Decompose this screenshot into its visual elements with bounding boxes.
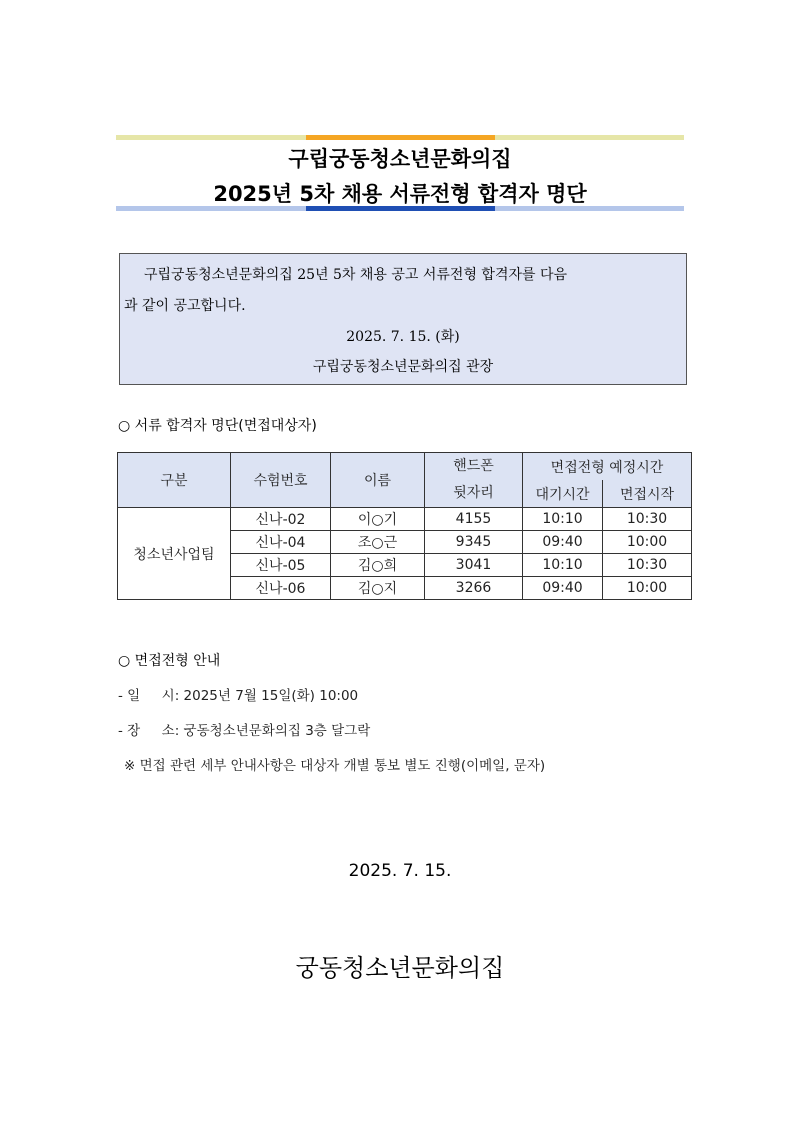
cell-wait: 09:40	[523, 531, 603, 554]
bottom-rule-accent	[306, 206, 495, 211]
cell-name: 조○근	[331, 531, 425, 554]
cell-phone: 3041	[425, 554, 523, 577]
interview-place: - 장 소: 궁동청소년문화의집 3층 달그락	[118, 723, 371, 739]
cell-exam-no: 신나-06	[231, 577, 331, 600]
title-line2: 2025년 5차 채용 서류전형 합격자 명단	[213, 182, 587, 206]
cell-name: 김○지	[331, 577, 425, 600]
header-start: 면접시작	[603, 480, 692, 508]
section1-heading: ○ 서류 합격자 명단(면접대상자)	[118, 418, 317, 434]
header-exam-no: 수험번호	[231, 453, 331, 508]
top-rule-accent	[306, 135, 495, 140]
notice-line2: 과 같이 공고합니다.	[124, 298, 246, 314]
interview-date: - 일 시: 2025년 7월 15일(화) 10:00	[118, 688, 359, 704]
notice-box	[119, 253, 687, 385]
cell-start: 10:30	[603, 554, 692, 577]
cell-exam-no: 신나-02	[231, 508, 331, 531]
cell-wait: 10:10	[523, 508, 603, 531]
header-phone-line1: 핸드폰	[453, 458, 494, 474]
header-name: 이름	[331, 453, 425, 508]
header-phone	[425, 453, 523, 508]
cell-phone: 4155	[425, 508, 523, 531]
cell-start: 10:00	[603, 577, 692, 600]
dept-cell: 청소년사업팀	[118, 508, 231, 600]
title-line1: 구립궁동청소년문화의집	[288, 147, 512, 171]
candidates-table	[117, 452, 692, 600]
notice-line1: 구립궁동청소년문화의집 25년 5차 채용 공고 서류전형 합격자를 다음	[144, 267, 568, 283]
cell-phone: 3266	[425, 577, 523, 600]
footer-org: 궁동청소년문화의집	[295, 954, 505, 982]
header-dept: 구분	[118, 453, 231, 508]
header-schedule: 면접전형 예정시간	[523, 453, 692, 481]
cell-wait: 09:40	[523, 577, 603, 600]
cell-start: 10:00	[603, 531, 692, 554]
notice-date: 2025. 7. 15. (화)	[346, 329, 460, 345]
cell-wait: 10:10	[523, 554, 603, 577]
section2-heading: ○ 면접전형 안내	[118, 653, 221, 669]
cell-start: 10:30	[603, 508, 692, 531]
cell-exam-no: 신나-04	[231, 531, 331, 554]
header-wait: 대기시간	[523, 480, 603, 508]
table-row	[118, 508, 692, 531]
notice-signer: 구립궁동청소년문화의집 관장	[312, 359, 494, 375]
footer-date: 2025. 7. 15.	[348, 861, 452, 881]
cell-name: 김○희	[331, 554, 425, 577]
header-phone-line2: 뒷자리	[453, 485, 494, 501]
interview-note: ※ 면접 관련 세부 안내사항은 대상자 개별 통보 별도 진행(이메일, 문자)	[124, 758, 546, 774]
cell-name: 이○기	[331, 508, 425, 531]
cell-phone: 9345	[425, 531, 523, 554]
cell-exam-no: 신나-05	[231, 554, 331, 577]
